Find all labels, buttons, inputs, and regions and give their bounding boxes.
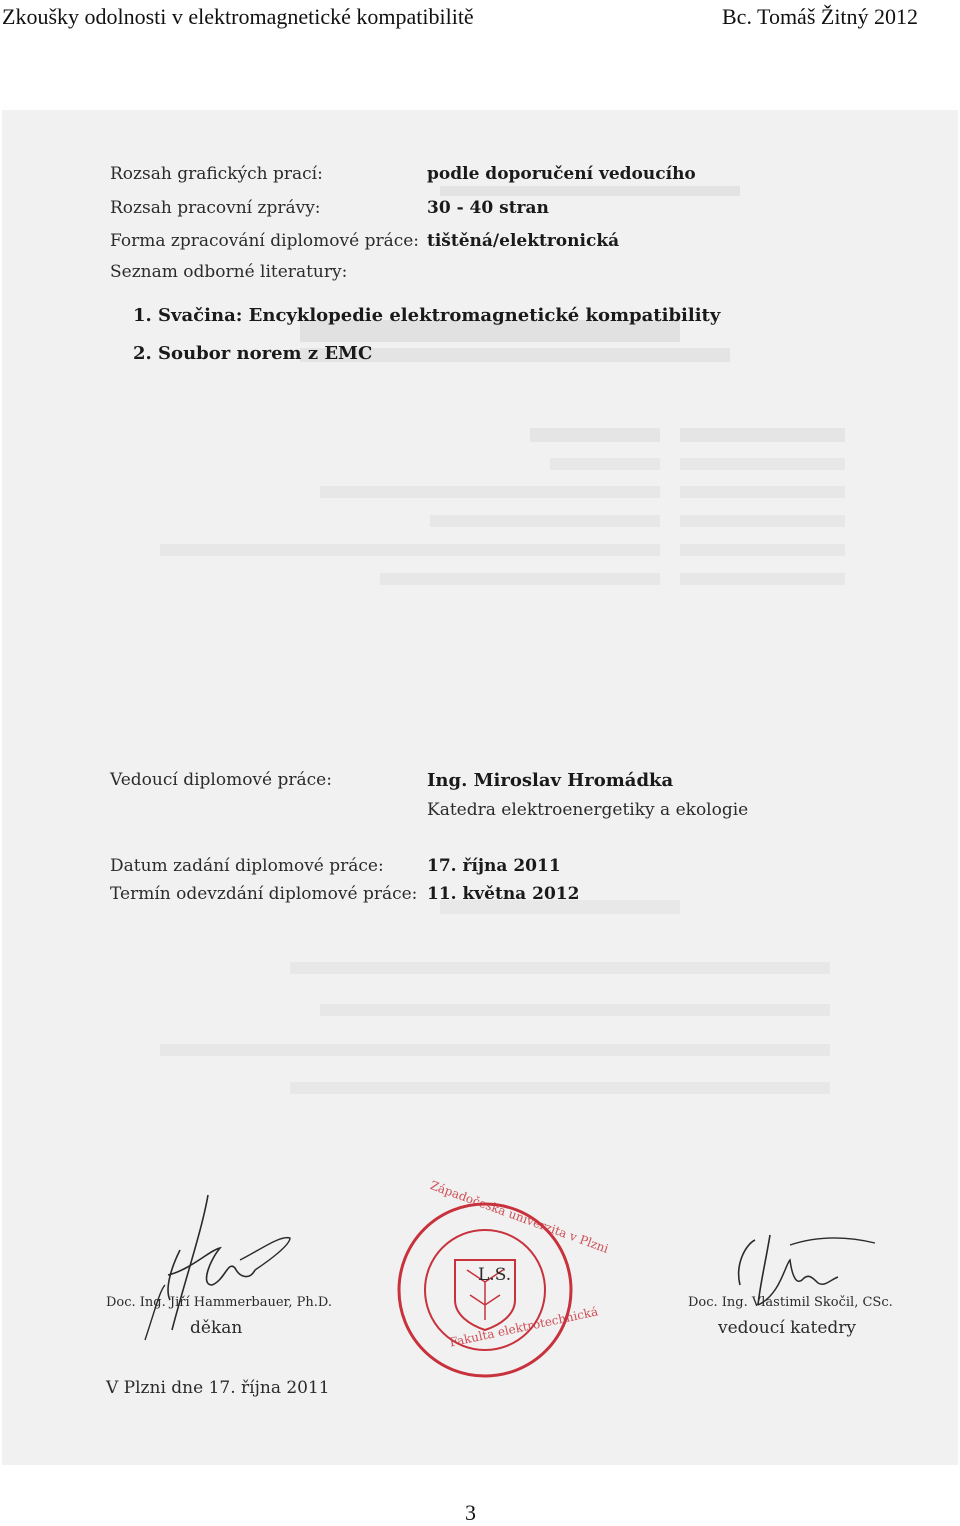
head-name: Doc. Ing. Vlastimil Skočil, CSc. <box>688 1295 893 1310</box>
dean-role: děkan <box>190 1318 243 1338</box>
report-scope-value: 30 - 40 stran <box>427 198 549 218</box>
thesis-form-value: tištěná/elektronická <box>427 231 620 251</box>
supervisor-department: Katedra elektroenergetiky a ekologie <box>427 800 749 820</box>
thesis-form-label: Forma zpracování diplomové práce: <box>110 231 420 251</box>
assigned-date-label: Datum zadání diplomové práce: <box>110 856 384 876</box>
graphics-scope-label: Rozsah grafických prací: <box>110 164 323 184</box>
supervisor-name: Ing. Miroslav Hromádka <box>427 770 674 791</box>
document-header-title: Zkoušky odolnosti v elektromagnetické kompatibilitě <box>2 4 474 29</box>
literature-item: 1. Svačina: Encyklopedie elektromagnetické kompatibility <box>133 305 721 326</box>
assigned-date-value: 17. října 2011 <box>427 856 561 876</box>
deadline-value: 11. května 2012 <box>427 884 580 904</box>
literature-label: Seznam odborné literatury: <box>110 262 348 282</box>
stamp-inner-text: Fakulta elektrotechnická <box>448 1304 600 1350</box>
stamp-outer-text: Západočeská univerzita v Plzni <box>428 1178 611 1256</box>
deadline-label: Termín odevzdání diplomové práce: <box>110 884 418 904</box>
place-date: V Plzni dne 17. října 2011 <box>106 1378 330 1398</box>
report-scope-label: Rozsah pracovní zprávy: <box>110 198 321 218</box>
dean-name: Doc. Ing. Jiří Hammerbauer, Ph.D. <box>106 1295 332 1310</box>
page-number: 3 <box>465 1500 476 1525</box>
document-header-author: Bc. Tomáš Žitný 2012 <box>722 4 919 29</box>
stamp-mark: L.S. <box>478 1265 512 1285</box>
supervisor-label: Vedoucí diplomové práce: <box>110 770 332 790</box>
literature-item: 2. Soubor norem z EMC <box>133 343 373 364</box>
head-role: vedoucí katedry <box>718 1318 857 1338</box>
graphics-scope-value: podle doporučení vedoucího <box>427 164 696 184</box>
